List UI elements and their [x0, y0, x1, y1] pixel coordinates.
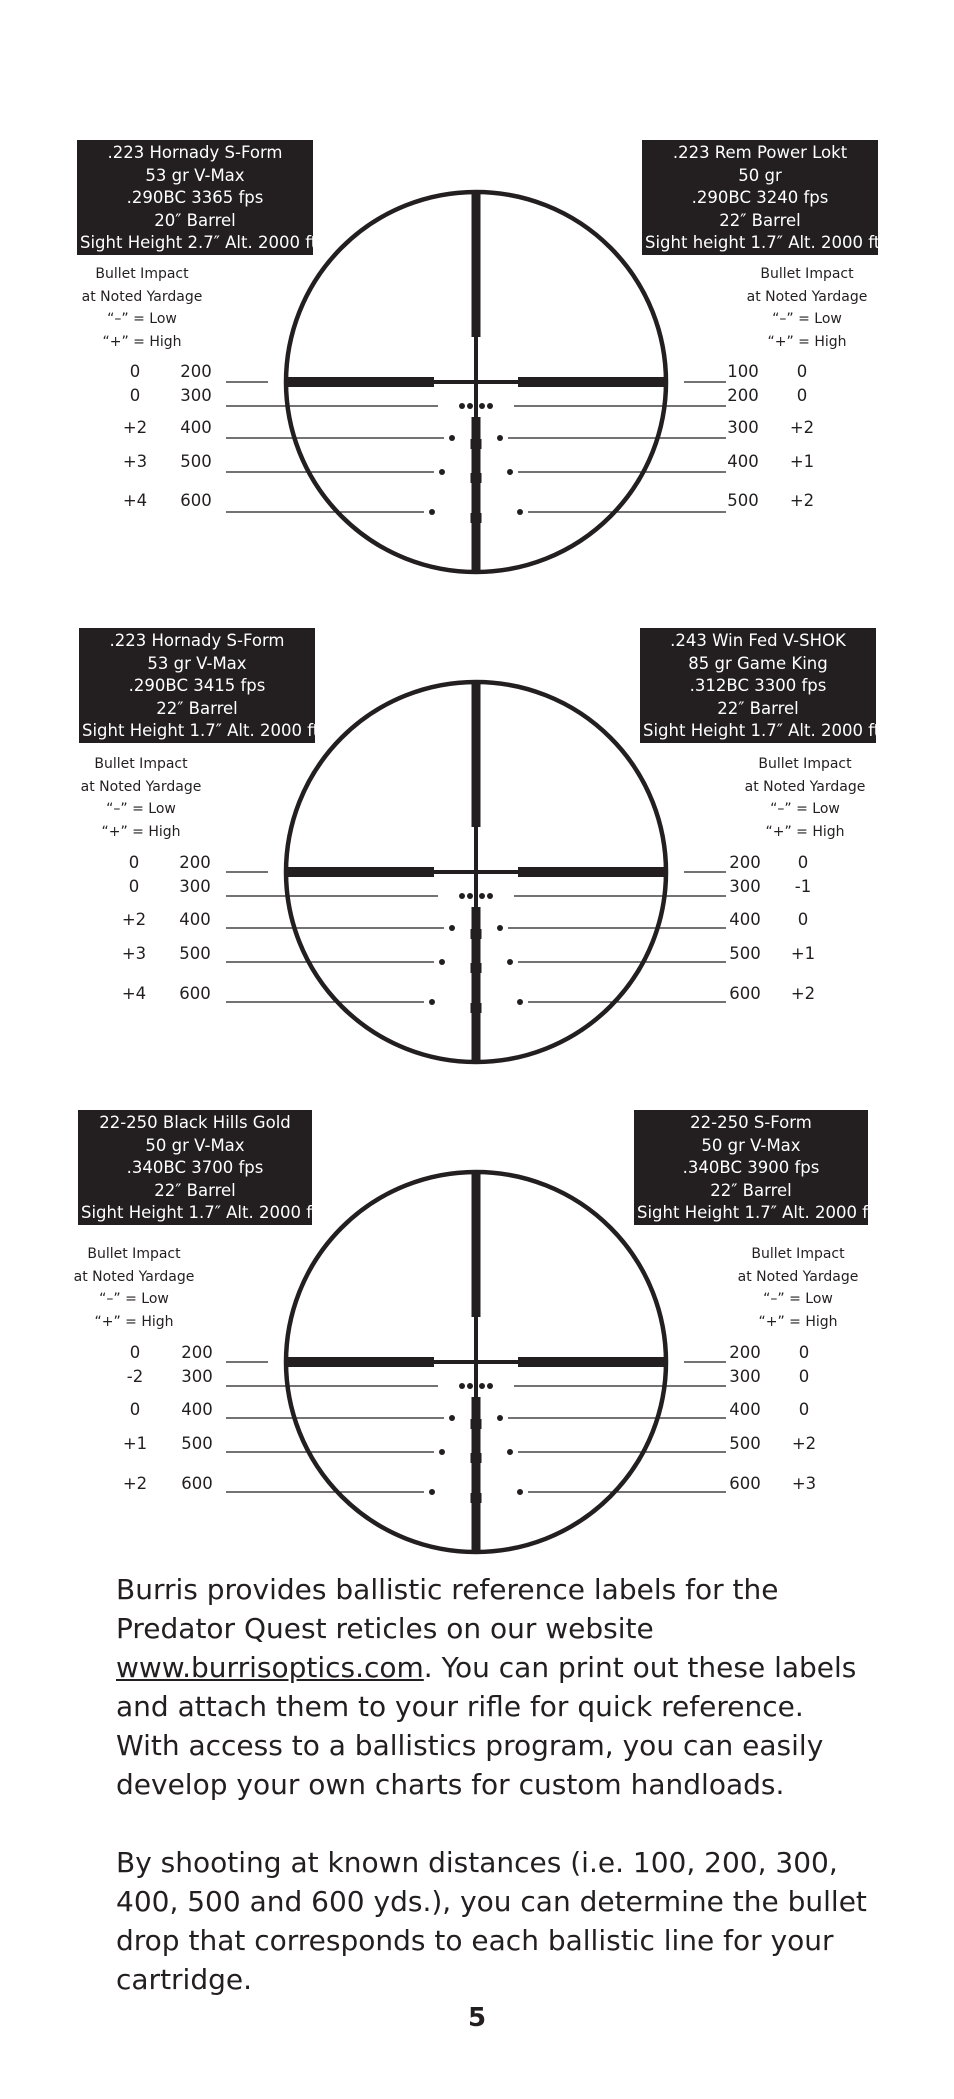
- right-load-line: Sight height 1.7″ Alt. 2000 ft.: [645, 233, 886, 252]
- legend-line: “+” = High: [101, 823, 181, 840]
- right-yardage: 300: [727, 418, 759, 437]
- left-legend: [64, 1243, 204, 1333]
- right-load-line: 50 gr: [738, 165, 782, 185]
- left-impact-value: +2: [122, 418, 148, 437]
- left-load-line: 50 gr V-Max: [145, 1135, 245, 1155]
- left-load-box: [78, 1110, 324, 1225]
- left-impact-value: +4: [122, 491, 148, 510]
- right-load-line: .243 Win Fed V-SHOK: [670, 631, 846, 650]
- right-impact-value: 0: [798, 1343, 810, 1362]
- windage-dot: [429, 999, 435, 1005]
- right-yardage: 500: [729, 944, 761, 963]
- windage-dot: [449, 925, 455, 931]
- vertical-hash-mark: [471, 439, 482, 449]
- left-load-box: [79, 628, 325, 743]
- left-load-line: .340BC 3700 fps: [126, 1158, 264, 1177]
- reticle-section-3: [0, 1110, 954, 1580]
- windage-dot: [439, 959, 445, 965]
- vertical-hash-mark: [471, 929, 482, 939]
- right-yardage: 500: [727, 491, 759, 510]
- vertical-hash-mark: [471, 1003, 482, 1013]
- paragraph-shooting-distances: By shooting at known distances (i.e. 100, 200, 300, 400, 500 and 600 yds.), you can determine the bullet drop that corresponds to each ballistic line for your cartridge.: [116, 1846, 867, 1996]
- legend-line: “+” = High: [94, 1313, 174, 1330]
- left-legend: [72, 263, 212, 353]
- left-load-line: 22-250 Black Hills Gold: [99, 1113, 291, 1132]
- right-legend: [735, 753, 875, 843]
- right-impact-value: +3: [791, 1474, 817, 1493]
- legend-line: “+” = High: [767, 333, 847, 350]
- vertical-hash-mark: [471, 513, 482, 523]
- left-load-line: 53 gr V-Max: [147, 653, 247, 673]
- windage-dot: [429, 1489, 435, 1495]
- right-load-line: Sight Height 1.7″ Alt. 2000 ft.: [643, 721, 886, 740]
- right-load-line: .223 Rem Power Lokt: [672, 143, 848, 162]
- left-load-line: .223 Hornady S-Form: [107, 143, 283, 162]
- windage-dot: [507, 1449, 513, 1455]
- right-impact-value: +2: [789, 491, 815, 510]
- left-load-line: 22″ Barrel: [156, 698, 238, 718]
- vertical-hash-mark: [471, 1493, 482, 1503]
- left-yardage: 300: [179, 877, 211, 896]
- left-yardage: 400: [181, 1400, 213, 1419]
- right-load-line: Sight Height 1.7″ Alt. 2000 ft.: [637, 1203, 880, 1222]
- legend-line: Bullet Impact: [87, 1246, 181, 1262]
- legend-line: at Noted Yardage: [81, 288, 203, 305]
- top-thick-post: [472, 1172, 481, 1317]
- left-load-line: Sight Height 2.7″ Alt. 2000 ft.: [80, 233, 323, 252]
- left-load-line: Sight Height 1.7″ Alt. 2000 ft.: [81, 1203, 324, 1222]
- right-impact-value: 0: [797, 853, 809, 872]
- left-yardage: 600: [181, 1474, 213, 1493]
- windage-dot: [459, 1383, 465, 1389]
- page-number: 5: [467, 2003, 487, 2033]
- right-impact-value: 0: [796, 362, 808, 381]
- left-impact-value: 0: [129, 1343, 141, 1362]
- paragraph-text: Burris provides ballistic reference labels for the Predator Quest reticles on our website: [116, 1573, 779, 1645]
- right-yardage: 600: [729, 984, 761, 1003]
- left-yardage: 400: [180, 418, 212, 437]
- left-impact-value: 0: [128, 877, 140, 896]
- left-yardage: 200: [181, 1343, 213, 1362]
- legend-line: Bullet Impact: [751, 1246, 845, 1262]
- windage-dot: [487, 403, 493, 409]
- right-impact-value: 0: [798, 1367, 810, 1386]
- legend-line: Bullet Impact: [95, 266, 189, 282]
- legend-line: “–” = Low: [99, 1291, 169, 1307]
- right-impact-value: +1: [789, 452, 815, 471]
- top-thick-post: [472, 192, 481, 337]
- center-vertical-line: [474, 1317, 478, 1397]
- right-yardage: 200: [729, 1343, 761, 1362]
- legend-line: “–” = Low: [770, 801, 840, 817]
- legend-line: at Noted Yardage: [73, 1268, 195, 1285]
- paragraph-ballistic-labels: [116, 1570, 876, 1804]
- left-legend: [71, 753, 211, 843]
- right-thick-post: [518, 377, 666, 387]
- legend-line: at Noted Yardage: [744, 778, 866, 795]
- legend-line: at Noted Yardage: [737, 1268, 859, 1285]
- right-load-line: 85 gr Game King: [688, 653, 828, 673]
- vertical-hash-mark: [471, 1419, 482, 1429]
- right-legend: [728, 1243, 868, 1333]
- windage-dot: [497, 435, 503, 441]
- windage-dot: [497, 1415, 503, 1421]
- legend-line: “+” = High: [758, 1313, 838, 1330]
- left-yardage: 300: [181, 1367, 213, 1386]
- right-thick-post: [518, 1357, 666, 1367]
- windage-dot: [479, 893, 485, 899]
- legend-line: “–” = Low: [772, 311, 842, 327]
- windage-dot: [467, 1383, 473, 1389]
- left-thick-post: [286, 867, 434, 877]
- right-thick-post: [518, 867, 666, 877]
- left-thick-post: [286, 1357, 434, 1367]
- legend-line: Bullet Impact: [760, 266, 854, 282]
- left-load-line: 22″ Barrel: [154, 1180, 236, 1200]
- right-yardage: 400: [727, 452, 759, 471]
- website-link[interactable]: www.burrisoptics.com: [116, 1651, 424, 1684]
- windage-dot: [459, 403, 465, 409]
- left-yardage: 200: [180, 362, 212, 381]
- left-load-box: [77, 140, 323, 255]
- right-impact-value: 0: [796, 386, 808, 405]
- right-legend: [737, 263, 877, 353]
- windage-dot: [487, 1383, 493, 1389]
- right-yardage: 100: [727, 362, 759, 381]
- right-yardage: 300: [729, 877, 761, 896]
- windage-dot: [497, 925, 503, 931]
- left-impact-value: 0: [128, 853, 140, 872]
- top-thick-post: [472, 682, 481, 827]
- left-impact-value: 0: [129, 362, 141, 381]
- right-impact-value: +2: [791, 1434, 817, 1453]
- right-load-box: [640, 628, 886, 743]
- left-load-line: .223 Hornady S-Form: [109, 631, 285, 650]
- left-yardage: 500: [180, 452, 212, 471]
- right-yardage: 500: [729, 1434, 761, 1453]
- windage-dot: [517, 509, 523, 515]
- legend-line: “–” = Low: [107, 311, 177, 327]
- left-load-line: .290BC 3365 fps: [126, 188, 264, 207]
- right-load-box: [634, 1110, 880, 1225]
- left-yardage: 400: [179, 910, 211, 929]
- left-impact-value: +2: [122, 1474, 148, 1493]
- right-load-line: 22″ Barrel: [710, 1180, 792, 1200]
- vertical-hash-mark: [471, 1453, 482, 1463]
- windage-dot: [487, 893, 493, 899]
- right-load-box: [642, 140, 886, 255]
- legend-line: “+” = High: [102, 333, 182, 350]
- left-impact-value: +3: [121, 944, 147, 963]
- left-thick-post: [286, 377, 434, 387]
- left-impact-value: 0: [129, 1400, 141, 1419]
- right-load-line: 22-250 S-Form: [690, 1113, 812, 1132]
- vertical-hash-mark: [471, 963, 482, 973]
- left-impact-value: 0: [129, 386, 141, 405]
- legend-line: “–” = Low: [763, 1291, 833, 1307]
- right-impact-value: 0: [797, 910, 809, 929]
- legend-line: “+” = High: [765, 823, 845, 840]
- right-yardage: 200: [727, 386, 759, 405]
- left-yardage: 200: [179, 853, 211, 872]
- legend-line: at Noted Yardage: [746, 288, 868, 305]
- right-load-line: 22″ Barrel: [717, 698, 799, 718]
- reticle-section-2: [0, 620, 954, 1090]
- right-yardage: 400: [729, 910, 761, 929]
- vertical-hash-mark: [471, 473, 482, 483]
- right-impact-value: +2: [790, 984, 816, 1003]
- left-yardage: 500: [181, 1434, 213, 1453]
- left-yardage: 600: [180, 491, 212, 510]
- left-impact-value: +2: [121, 910, 147, 929]
- windage-dot: [507, 469, 513, 475]
- left-load-line: 53 gr V-Max: [145, 165, 245, 185]
- windage-dot: [429, 509, 435, 515]
- left-impact-value: +4: [121, 984, 147, 1003]
- paragraph-text: . You can print out these labels and attach them to your rifle for quick reference. With access to a ballistics program, you can easily develop your own charts for custom handloads.: [116, 1651, 857, 1801]
- left-yardage: 300: [180, 386, 212, 405]
- right-load-line: .312BC 3300 fps: [689, 676, 827, 695]
- right-load-line: .340BC 3900 fps: [682, 1158, 820, 1177]
- windage-dot: [479, 403, 485, 409]
- right-impact-value: +2: [789, 418, 815, 437]
- windage-dot: [459, 893, 465, 899]
- right-yardage: 400: [729, 1400, 761, 1419]
- windage-dot: [517, 999, 523, 1005]
- windage-dot: [449, 435, 455, 441]
- windage-dot: [467, 403, 473, 409]
- legend-line: at Noted Yardage: [80, 778, 202, 795]
- left-impact-value: -2: [126, 1367, 144, 1386]
- legend-line: Bullet Impact: [94, 756, 188, 772]
- windage-dot: [439, 469, 445, 475]
- right-load-line: .290BC 3240 fps: [691, 188, 829, 207]
- windage-dot: [479, 1383, 485, 1389]
- left-impact-value: +1: [122, 1434, 148, 1453]
- windage-dot: [507, 959, 513, 965]
- center-vertical-line: [474, 337, 478, 417]
- windage-dot: [467, 893, 473, 899]
- right-impact-value: +1: [790, 944, 816, 963]
- windage-dot: [449, 1415, 455, 1421]
- right-load-line: 50 gr V-Max: [701, 1135, 801, 1155]
- windage-dot: [439, 1449, 445, 1455]
- right-yardage: 600: [729, 1474, 761, 1493]
- legend-line: Bullet Impact: [758, 756, 852, 772]
- right-yardage: 200: [729, 853, 761, 872]
- left-impact-value: +3: [122, 452, 148, 471]
- center-vertical-line: [474, 827, 478, 907]
- legend-line: “–” = Low: [106, 801, 176, 817]
- right-yardage: 300: [729, 1367, 761, 1386]
- windage-dot: [517, 1489, 523, 1495]
- right-load-line: 22″ Barrel: [719, 210, 801, 230]
- right-impact-value: -1: [794, 877, 812, 896]
- left-yardage: 500: [179, 944, 211, 963]
- left-load-line: Sight Height 1.7″ Alt. 2000 ft.: [82, 721, 325, 740]
- left-load-line: .290BC 3415 fps: [128, 676, 266, 695]
- right-impact-value: 0: [798, 1400, 810, 1419]
- left-load-line: 20″ Barrel: [154, 210, 236, 230]
- left-yardage: 600: [179, 984, 211, 1003]
- reticle-section-1: [0, 130, 954, 600]
